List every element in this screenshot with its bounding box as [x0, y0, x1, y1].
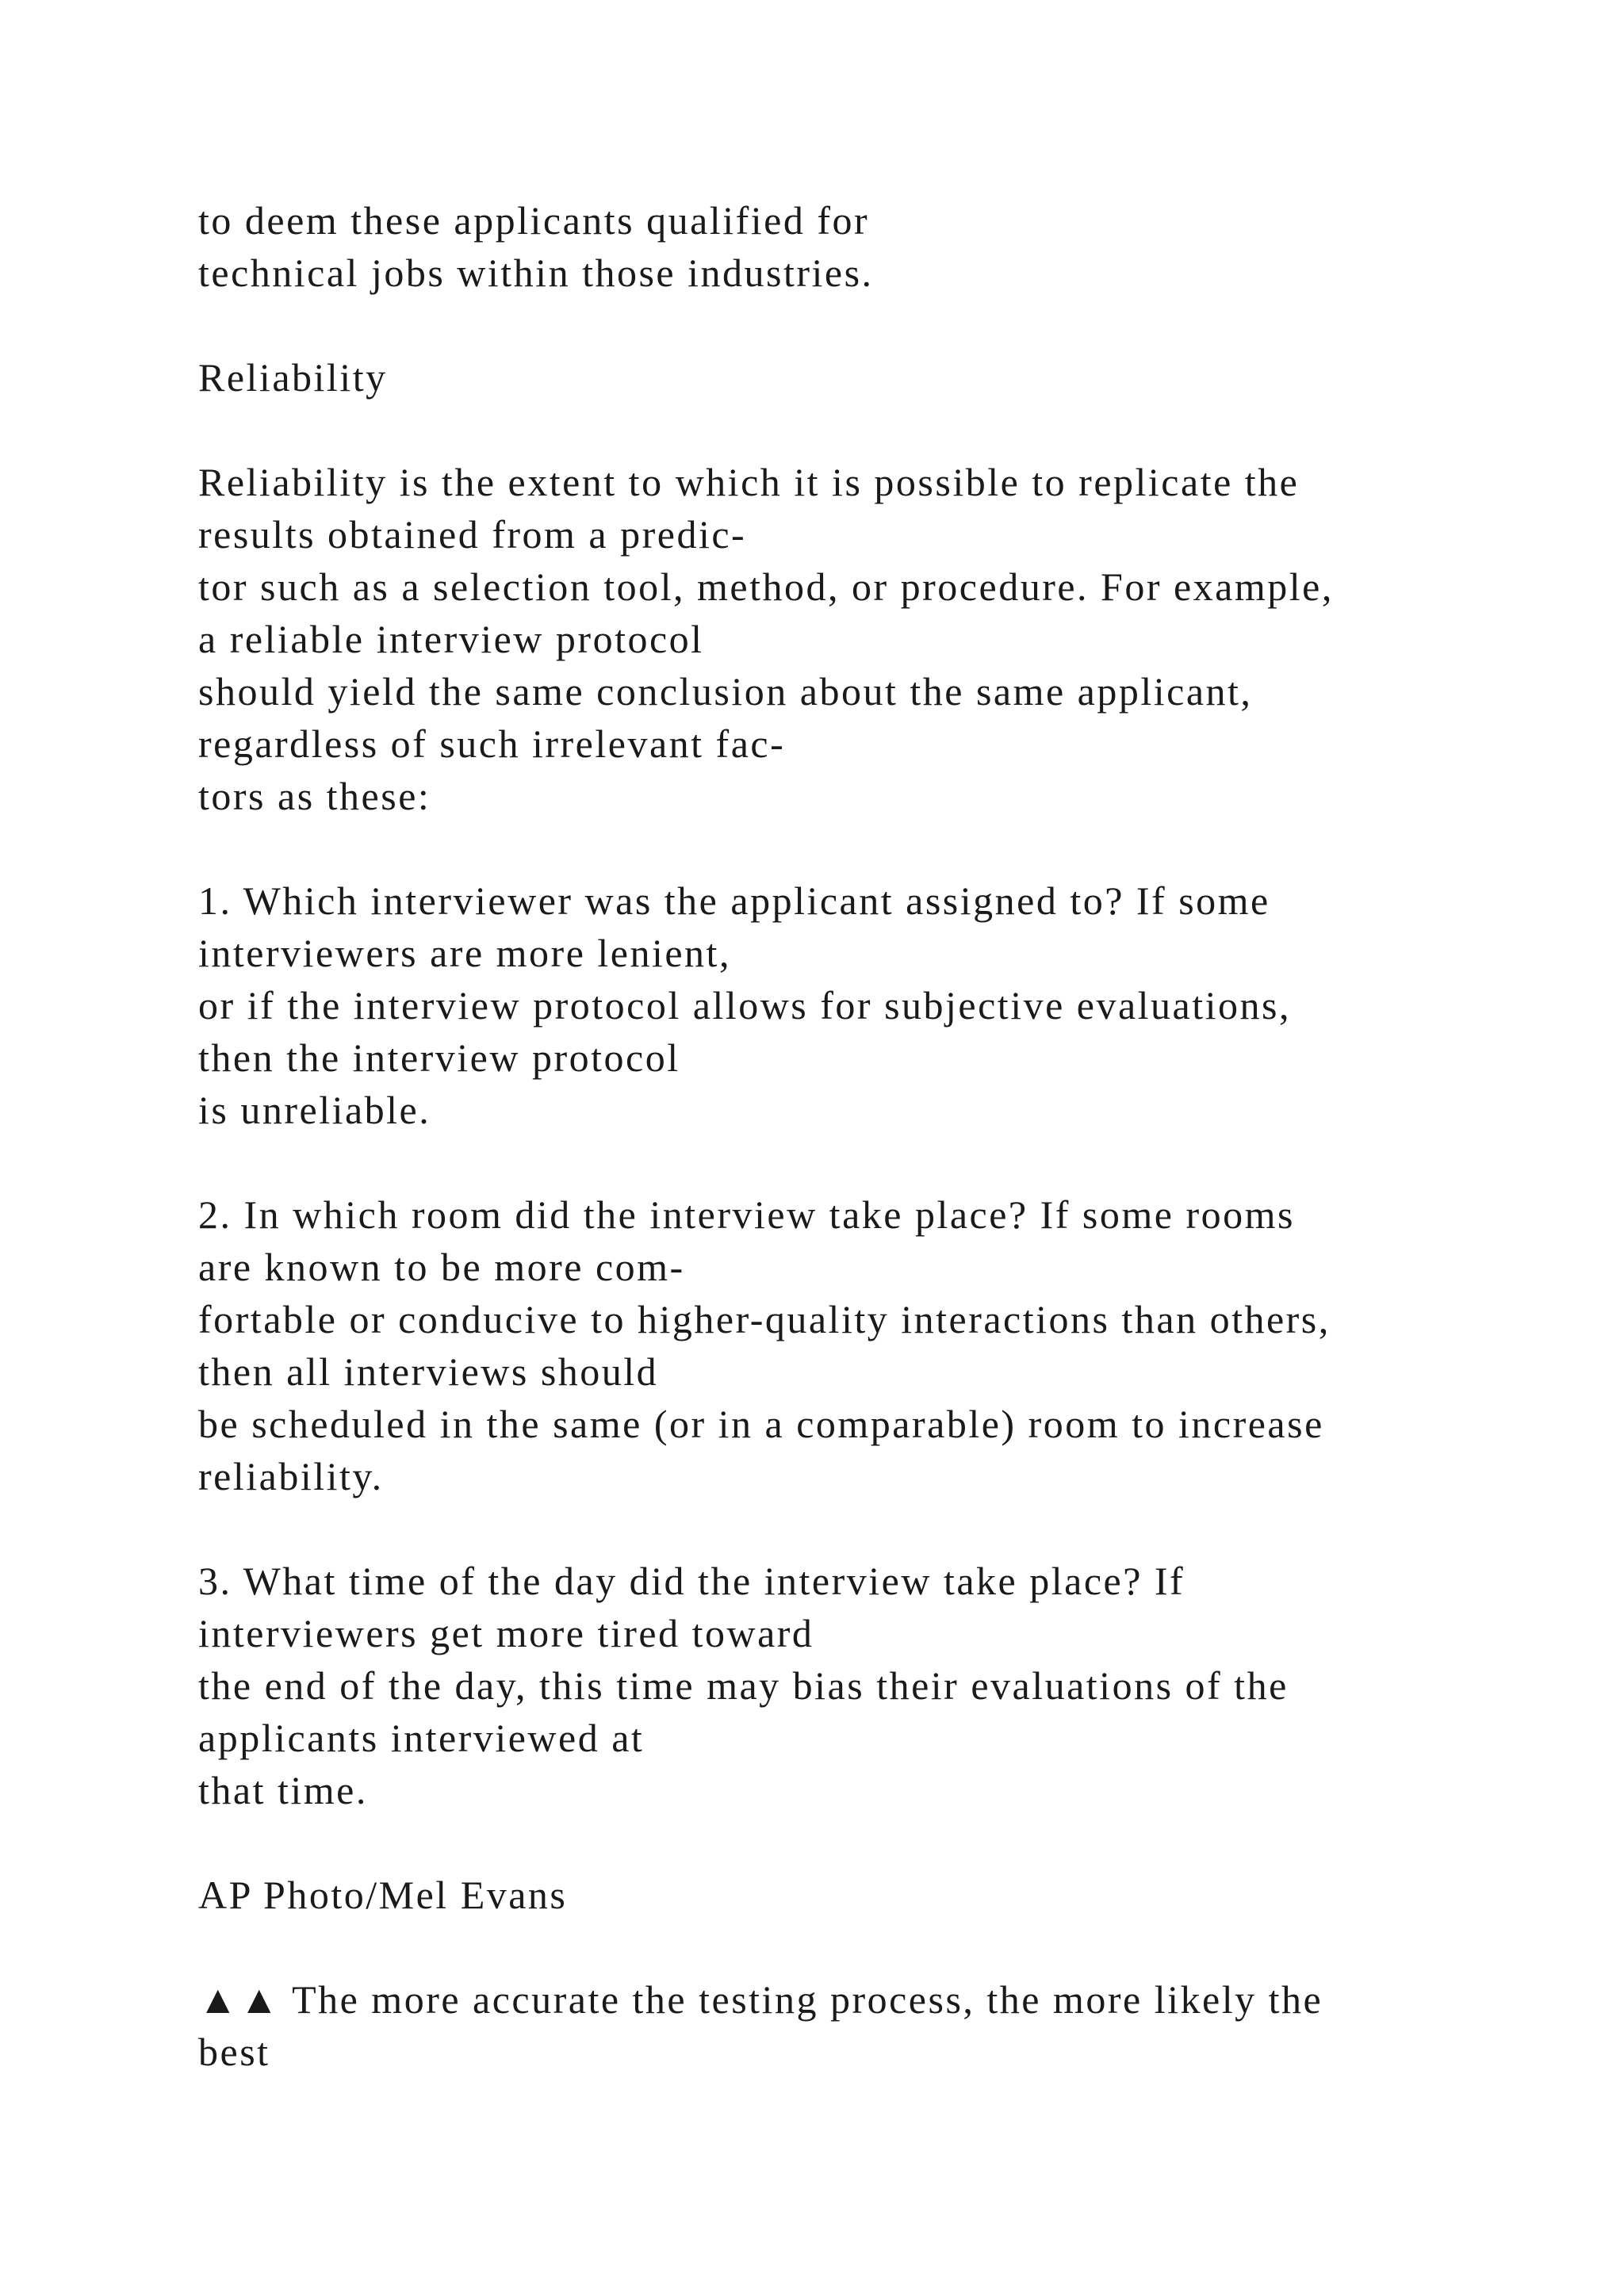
text-line: then the interview protocol: [198, 1035, 680, 1080]
text-line: Reliability is the extent to which it is possible to replicate the: [198, 460, 1300, 504]
blank-line: [198, 299, 1546, 351]
text-line: regardless of such irrelevant fac-: [198, 721, 786, 766]
text-line: tor such as a selection tool, method, or procedure. For example,: [198, 564, 1334, 609]
text-line: applicants interviewed at: [198, 1716, 645, 1760]
text-line: a reliable interview protocol: [198, 617, 704, 661]
photo-caption: [198, 1973, 1546, 2078]
text-line: is unreliable.: [198, 1088, 431, 1132]
text-line: then all interviews should: [198, 1349, 659, 1394]
text-line: interviewers are more lenient,: [198, 931, 731, 975]
document-text: [198, 194, 1546, 2078]
blank-line: [198, 404, 1546, 456]
text-line: to deem these applicants qualified for: [198, 198, 870, 243]
blank-line: [198, 1136, 1546, 1188]
text-line: that time.: [198, 1768, 368, 1812]
text-line: or if the interview protocol allows for subjective evaluations,: [198, 983, 1291, 1027]
blank-line: [198, 1816, 1546, 1869]
text-line: reliability.: [198, 1454, 384, 1498]
text-line: 2. In which room did the interview take place? If some rooms: [198, 1192, 1295, 1237]
text-line: the end of the day, this time may bias their evaluations of the: [198, 1663, 1289, 1708]
text-line: technical jobs within those industries.: [198, 251, 874, 295]
text-line: best: [198, 2030, 270, 2074]
list-item-3: [198, 1555, 1546, 1816]
text-line: should yield the same conclusion about the same applicant,: [198, 669, 1253, 714]
intro-paragraph: [198, 194, 1546, 299]
blank-line: [198, 822, 1546, 874]
list-item-1: [198, 874, 1546, 1136]
text-line: interviewers get more tired toward: [198, 1611, 814, 1655]
text-line: ▲▲ The more accurate the testing process, the more likely the: [198, 1977, 1323, 2022]
text-line: are known to be more com-: [198, 1245, 685, 1289]
blank-line: [198, 1921, 1546, 1973]
text-line: 1. Which interviewer was the applicant assigned to? If some: [198, 878, 1270, 923]
text-line: fortable or conducive to higher-quality interactions than others,: [198, 1297, 1331, 1341]
blank-line: [198, 1502, 1546, 1555]
text-line: 3. What time of the day did the interview take place? If: [198, 1559, 1185, 1603]
list-item-2: [198, 1188, 1546, 1502]
text-line: be scheduled in the same (or in a comparable) room to increase: [198, 1402, 1324, 1446]
text-line: tors as these:: [198, 774, 431, 818]
reliability-paragraph: [198, 456, 1546, 822]
text-line: results obtained from a predic-: [198, 512, 747, 557]
photo-credit: AP Photo/Mel Evans: [198, 1873, 568, 1917]
section-heading: Reliability: [198, 355, 388, 400]
